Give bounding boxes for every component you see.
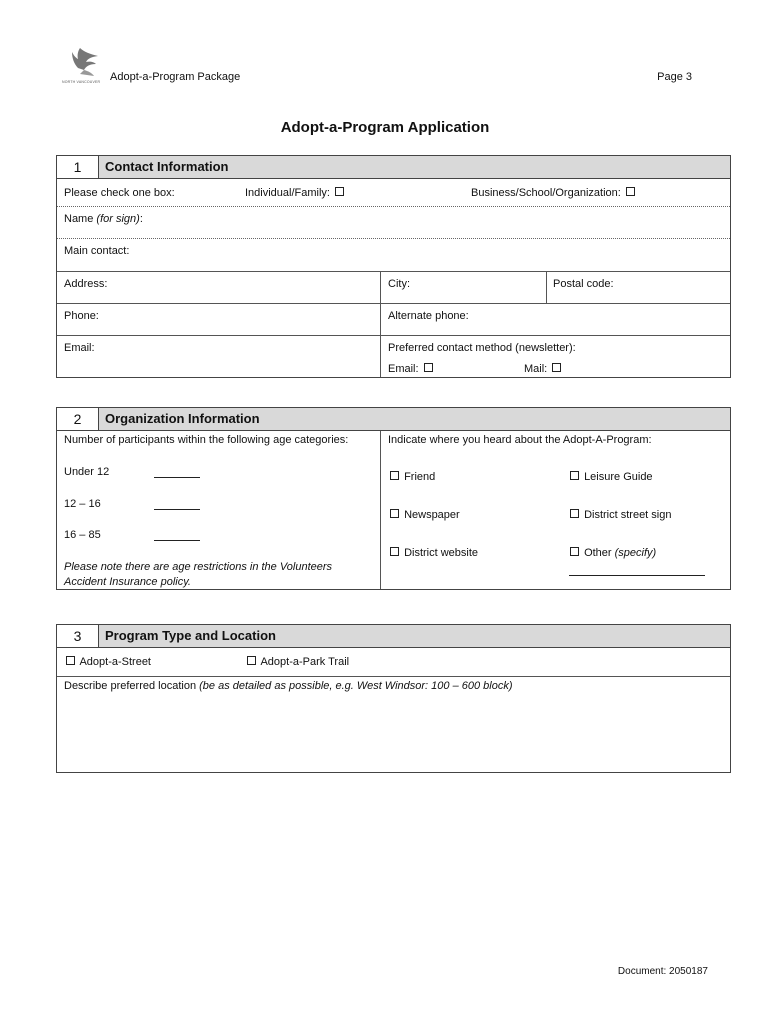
individual-checkbox[interactable] bbox=[335, 187, 344, 196]
contact-information-section bbox=[56, 155, 731, 378]
section-title: Contact Information bbox=[105, 159, 229, 174]
age-note-line-1: Please note there are age restrictions in the Volunteers bbox=[64, 561, 333, 573]
package-title: Adopt-a-Program Package bbox=[110, 71, 241, 83]
preferred-location-label: Describe preferred location (be as detailed as possible, e.g. West Windsor: 100 – 600 block) bbox=[64, 680, 513, 692]
age-under-12-input[interactable] bbox=[146, 466, 200, 478]
check-label: Please check one box: bbox=[64, 187, 175, 199]
main-contact-label: Main contact: bbox=[64, 245, 130, 257]
section-title: Program Type and Location bbox=[105, 628, 276, 643]
business-option: Business/School/Organization: bbox=[471, 187, 637, 199]
section-header bbox=[57, 156, 730, 179]
organization-information-section bbox=[56, 407, 731, 590]
newspaper-checkbox[interactable] bbox=[390, 509, 399, 518]
pref-mail-checkbox[interactable] bbox=[552, 363, 561, 372]
section-header bbox=[57, 625, 730, 648]
check-box-row bbox=[57, 179, 730, 207]
age-12-16: 12 – 16 bbox=[64, 498, 101, 510]
phone-row bbox=[57, 304, 730, 336]
participants-label: Number of participants within the following age categories: bbox=[64, 434, 349, 446]
age-12-16-input[interactable] bbox=[146, 498, 200, 510]
logo-text: NORTH VANCOUVER bbox=[62, 80, 101, 84]
preferred-contact-label: Preferred contact method (newsletter): bbox=[388, 342, 576, 354]
email-row bbox=[57, 336, 730, 377]
section-number: 2 bbox=[57, 408, 99, 430]
newspaper-option: Newspaper bbox=[388, 509, 460, 521]
adopt-street-checkbox[interactable] bbox=[66, 656, 75, 665]
section-title: Organization Information bbox=[105, 411, 260, 426]
preferred-location-field[interactable] bbox=[57, 677, 730, 772]
pref-email-checkbox[interactable] bbox=[424, 363, 433, 372]
adopt-park-checkbox[interactable] bbox=[247, 656, 256, 665]
city-label: City: bbox=[388, 278, 410, 290]
section-number: 3 bbox=[57, 625, 99, 647]
phone-label: Phone: bbox=[64, 310, 99, 322]
other-specify-input[interactable] bbox=[569, 574, 705, 576]
leisure-guide-option: Leisure Guide bbox=[568, 471, 653, 483]
program-type-row bbox=[57, 648, 730, 677]
main-contact-field[interactable] bbox=[57, 239, 730, 272]
other-option: Other (specify) bbox=[568, 547, 656, 559]
adopt-street-option: Adopt-a-Street bbox=[64, 656, 151, 668]
name-field[interactable] bbox=[57, 207, 730, 239]
age-16-85: 16 – 85 bbox=[64, 529, 101, 541]
section-header bbox=[57, 408, 730, 431]
email-label: Email: bbox=[64, 342, 95, 354]
name-label: Name (for sign): bbox=[64, 213, 143, 225]
program-type-section bbox=[56, 624, 731, 773]
address-label: Address: bbox=[64, 278, 108, 290]
street-sign-option: District street sign bbox=[568, 509, 671, 521]
age-under-12: Under 12 bbox=[64, 466, 110, 478]
leisure-guide-checkbox[interactable] bbox=[570, 471, 579, 480]
page-title: Adopt-a-Program Application bbox=[280, 119, 490, 136]
document-number: Document: 2050187 bbox=[617, 966, 708, 977]
friend-checkbox[interactable] bbox=[390, 471, 399, 480]
eagle-logo-icon bbox=[60, 44, 104, 82]
age-16-85-input[interactable] bbox=[146, 529, 200, 541]
page-number: Page 3 bbox=[657, 71, 692, 83]
address-row bbox=[57, 272, 730, 304]
business-checkbox[interactable] bbox=[626, 187, 635, 196]
postal-code-label: Postal code: bbox=[553, 278, 614, 290]
individual-option: Individual/Family: bbox=[245, 187, 346, 199]
alternate-phone-label: Alternate phone: bbox=[388, 310, 469, 322]
street-sign-checkbox[interactable] bbox=[570, 509, 579, 518]
age-note-line-2: Accident Insurance policy. bbox=[64, 576, 191, 588]
other-checkbox[interactable] bbox=[570, 547, 579, 556]
organization-body bbox=[57, 431, 730, 589]
heard-label: Indicate where you heard about the Adopt-A-Program: bbox=[388, 434, 652, 446]
pref-email-option: Email: bbox=[388, 363, 435, 375]
adopt-park-option: Adopt-a-Park Trail bbox=[245, 656, 349, 668]
pref-mail-option: Mail: bbox=[524, 363, 563, 375]
website-option: District website bbox=[388, 547, 478, 559]
website-checkbox[interactable] bbox=[390, 547, 399, 556]
friend-option: Friend bbox=[388, 471, 435, 483]
section-number: 1 bbox=[57, 156, 99, 178]
